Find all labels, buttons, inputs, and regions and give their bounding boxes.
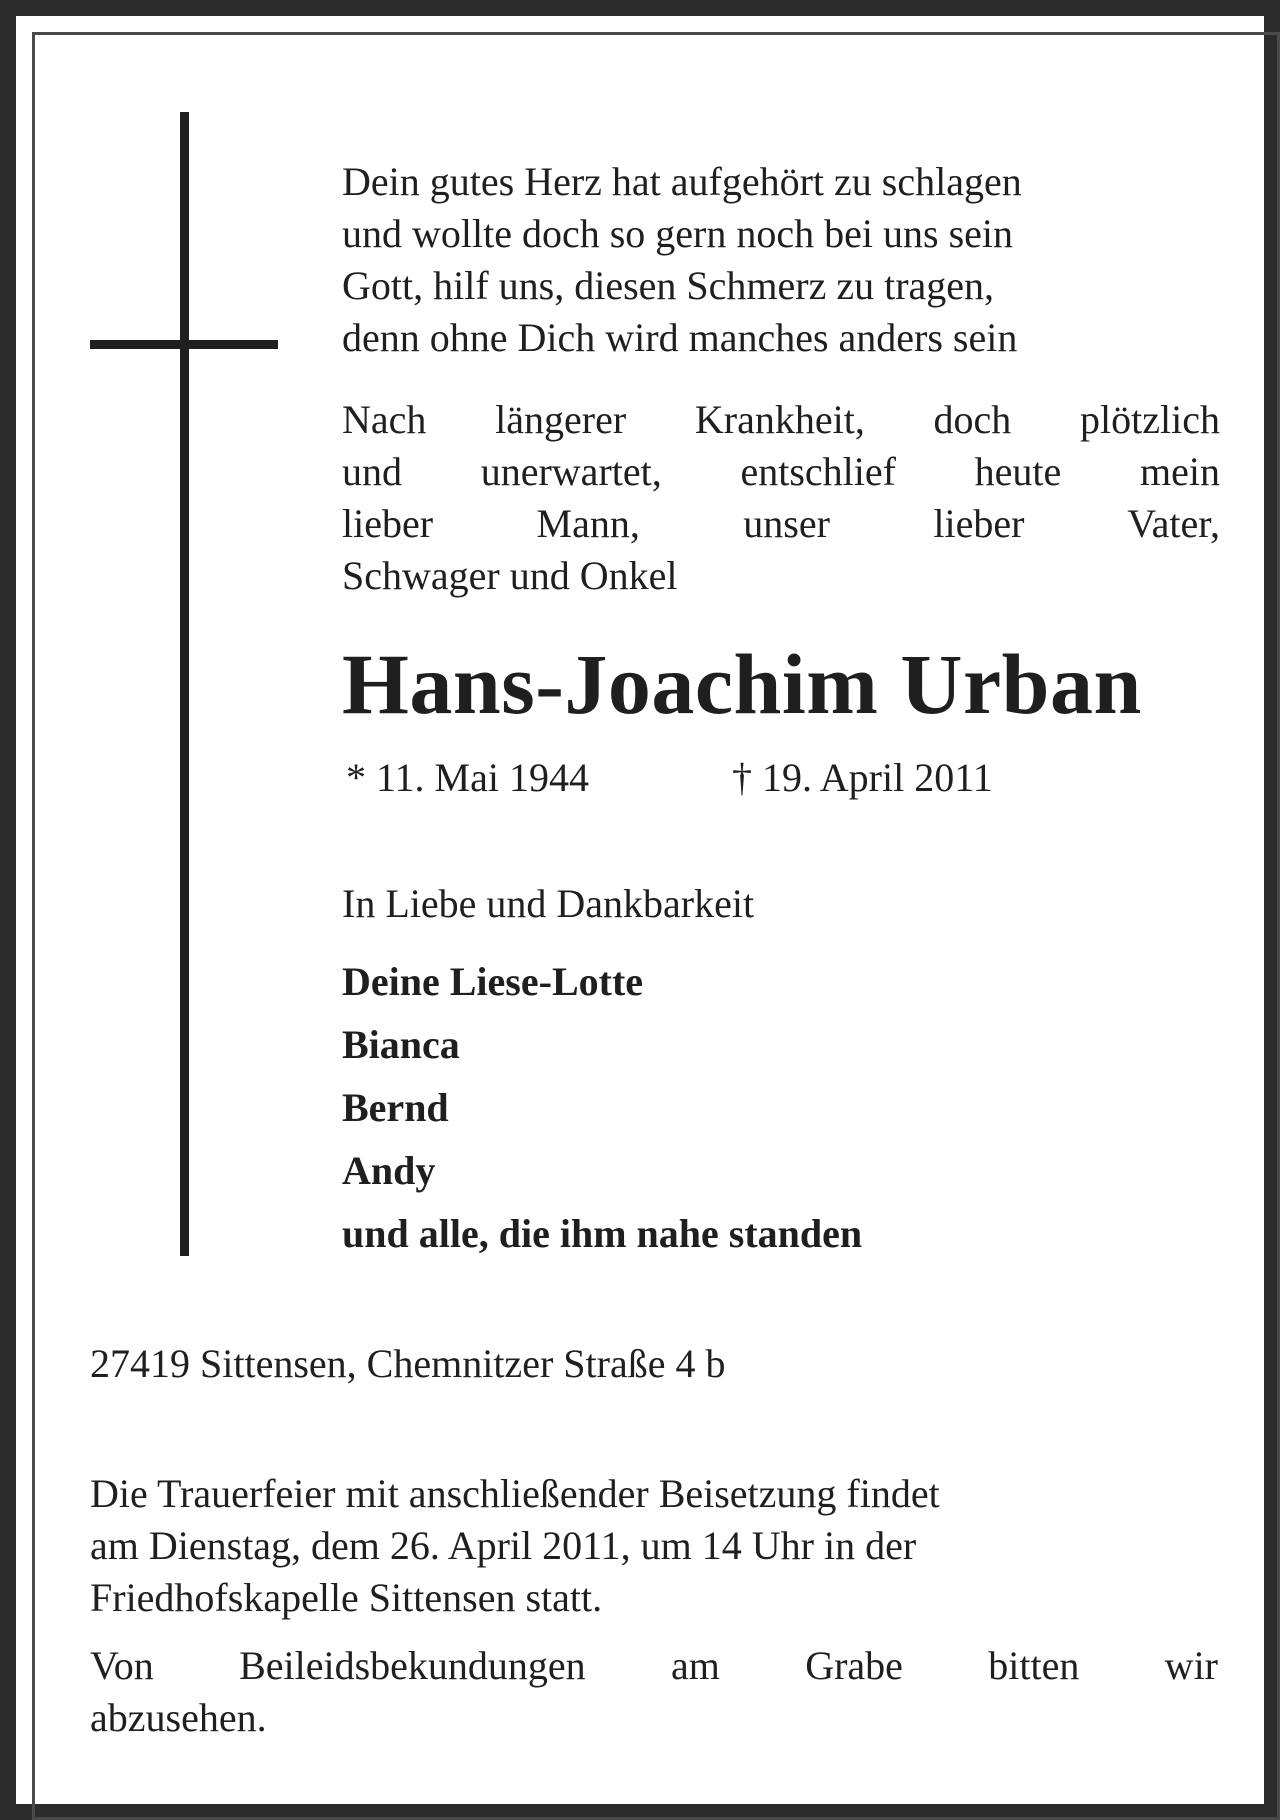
ceremony-line: Friedhofskapelle Sittensen statt.: [90, 1575, 603, 1620]
verse-line: und wollte doch so gern noch bei uns sein: [342, 211, 1013, 256]
death-date: † 19. April 2011: [732, 755, 993, 800]
cross-vertical-bar: [180, 112, 189, 1256]
funeral-ceremony-notice: [90, 1468, 1218, 1624]
verse-line: denn ohne Dich wird manches anders sein: [342, 315, 1018, 360]
request-line: Von Beileidsbekundungen am Grabe bitten wir: [90, 1643, 1218, 1688]
cross-horizontal-bar: [90, 340, 278, 349]
deceased-name: Hans-Joachim Urban: [342, 636, 1142, 732]
life-dates: [346, 752, 993, 804]
announcement-line: und unerwartet, entschlief heute mein: [342, 449, 1220, 494]
mourner-name: Andy: [342, 1148, 436, 1193]
mourner-name: Bernd: [342, 1085, 449, 1130]
family-address: 27419 Sittensen, Chemnitzer Straße 4 b: [90, 1341, 726, 1386]
announcement-line: lieber Mann, unser lieber Vater,: [342, 501, 1220, 546]
mourner-name: und alle, die ihm nahe standen: [342, 1211, 863, 1256]
mourner-name: Bianca: [342, 1022, 460, 1067]
dedication-text: In Liebe und Dankbarkeit: [342, 881, 755, 926]
verse-line: Dein gutes Herz hat aufgehört zu schlagen: [342, 159, 1022, 204]
mourners-list: [342, 950, 862, 1265]
mourner-name: Deine Liese-Lotte: [342, 959, 644, 1004]
death-announcement: [342, 394, 1220, 602]
condolence-request: [90, 1640, 1218, 1744]
announcement-line: Nach längerer Krankheit, doch plötzlich: [342, 397, 1220, 442]
ceremony-line: Die Trauerfeier mit anschließender Beisetzung findet: [90, 1471, 940, 1516]
memorial-verse: [342, 156, 1242, 364]
verse-line: Gott, hilf uns, diesen Schmerz zu tragen,: [342, 263, 995, 308]
ceremony-line: am Dienstag, dem 26. April 2011, um 14 Uhr in der: [90, 1523, 917, 1568]
birth-date: * 11. Mai 1944: [346, 755, 589, 800]
request-line: abzusehen.: [90, 1695, 267, 1740]
announcement-line: Schwager und Onkel: [342, 553, 678, 598]
